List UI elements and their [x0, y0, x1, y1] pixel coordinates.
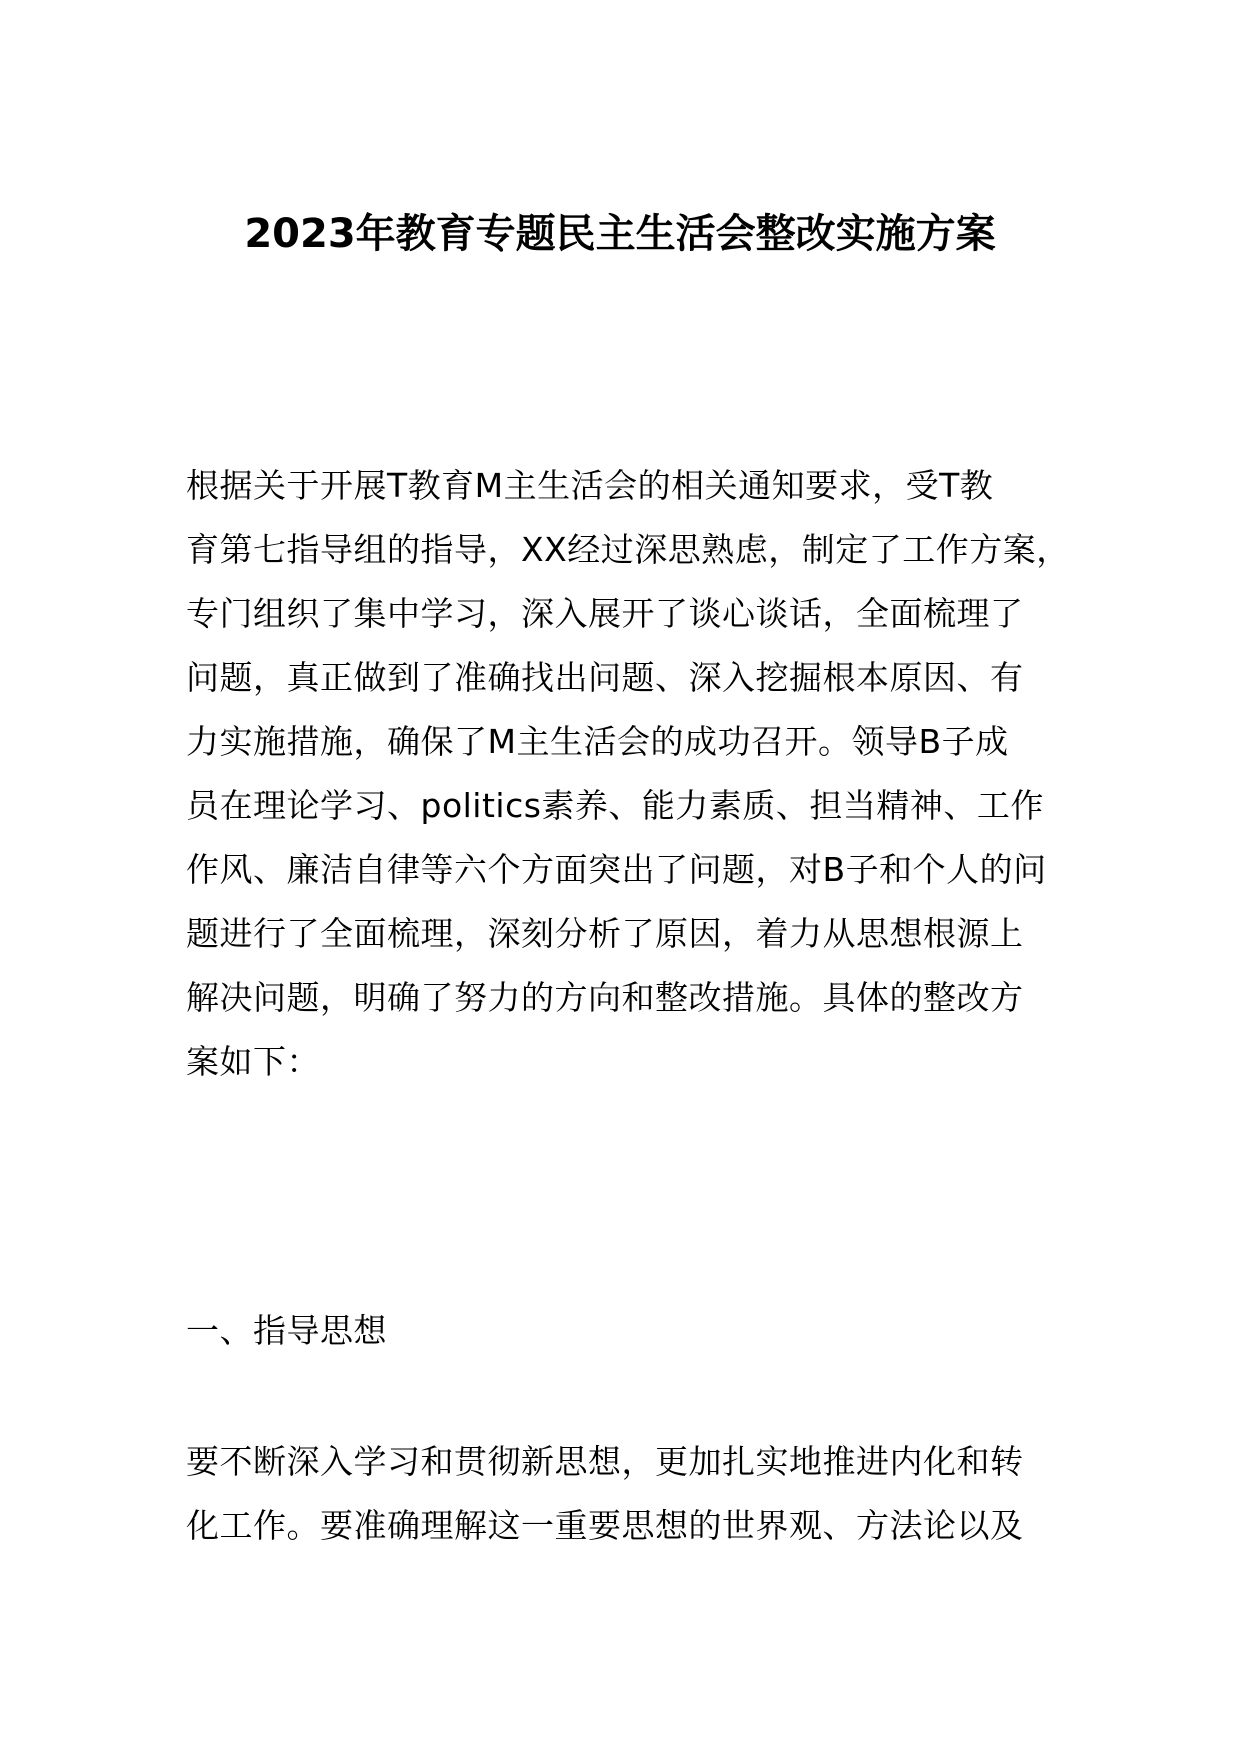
- paragraph-line: 专门组织了集中学习，深入展开了谈心谈话，全面梳理了: [186, 594, 1024, 633]
- paragraph-line: 案如下：: [186, 1042, 320, 1081]
- paragraph-line: 解决问题，明确了努力的方向和整改措施。具体的整改方: [186, 978, 1024, 1017]
- section-heading: 一、指导思想: [186, 1311, 387, 1350]
- guiding-thought-paragraph: [186, 1430, 1086, 1558]
- paragraph-line: 作风、廉洁自律等六个方面突出了问题，对B子和个人的问: [186, 850, 1047, 889]
- paragraph-line: 问题，真正做到了准确找出问题、深入挖掘根本原因、有: [186, 658, 1024, 697]
- paragraph-line: 化工作。要准确理解这一重要思想的世界观、方法论以及: [186, 1506, 1024, 1545]
- paragraph-line: 题进行了全面梳理，深刻分析了原因，着力从思想根源上: [186, 914, 1024, 953]
- paragraph-line: 力实施措施，确保了M主生活会的成功召开。领导B子成: [186, 722, 1009, 761]
- paragraph-line: 根据关于开展T教育M主生活会的相关通知要求，受T教: [186, 466, 994, 505]
- paragraph-line: 员在理论学习、politics素养、能力素质、担当精神、工作: [186, 786, 1044, 825]
- intro-paragraph: [186, 454, 1086, 1094]
- paragraph-line: 要不断深入学习和贯彻新思想，更加扎实地推进内化和转: [186, 1442, 1024, 1481]
- paragraph-line: 育第七指导组的指导，XX经过深思熟虑，制定了工作方案，: [186, 530, 1070, 569]
- document-title: 2023年教育专题民主生活会整改实施方案: [244, 211, 996, 257]
